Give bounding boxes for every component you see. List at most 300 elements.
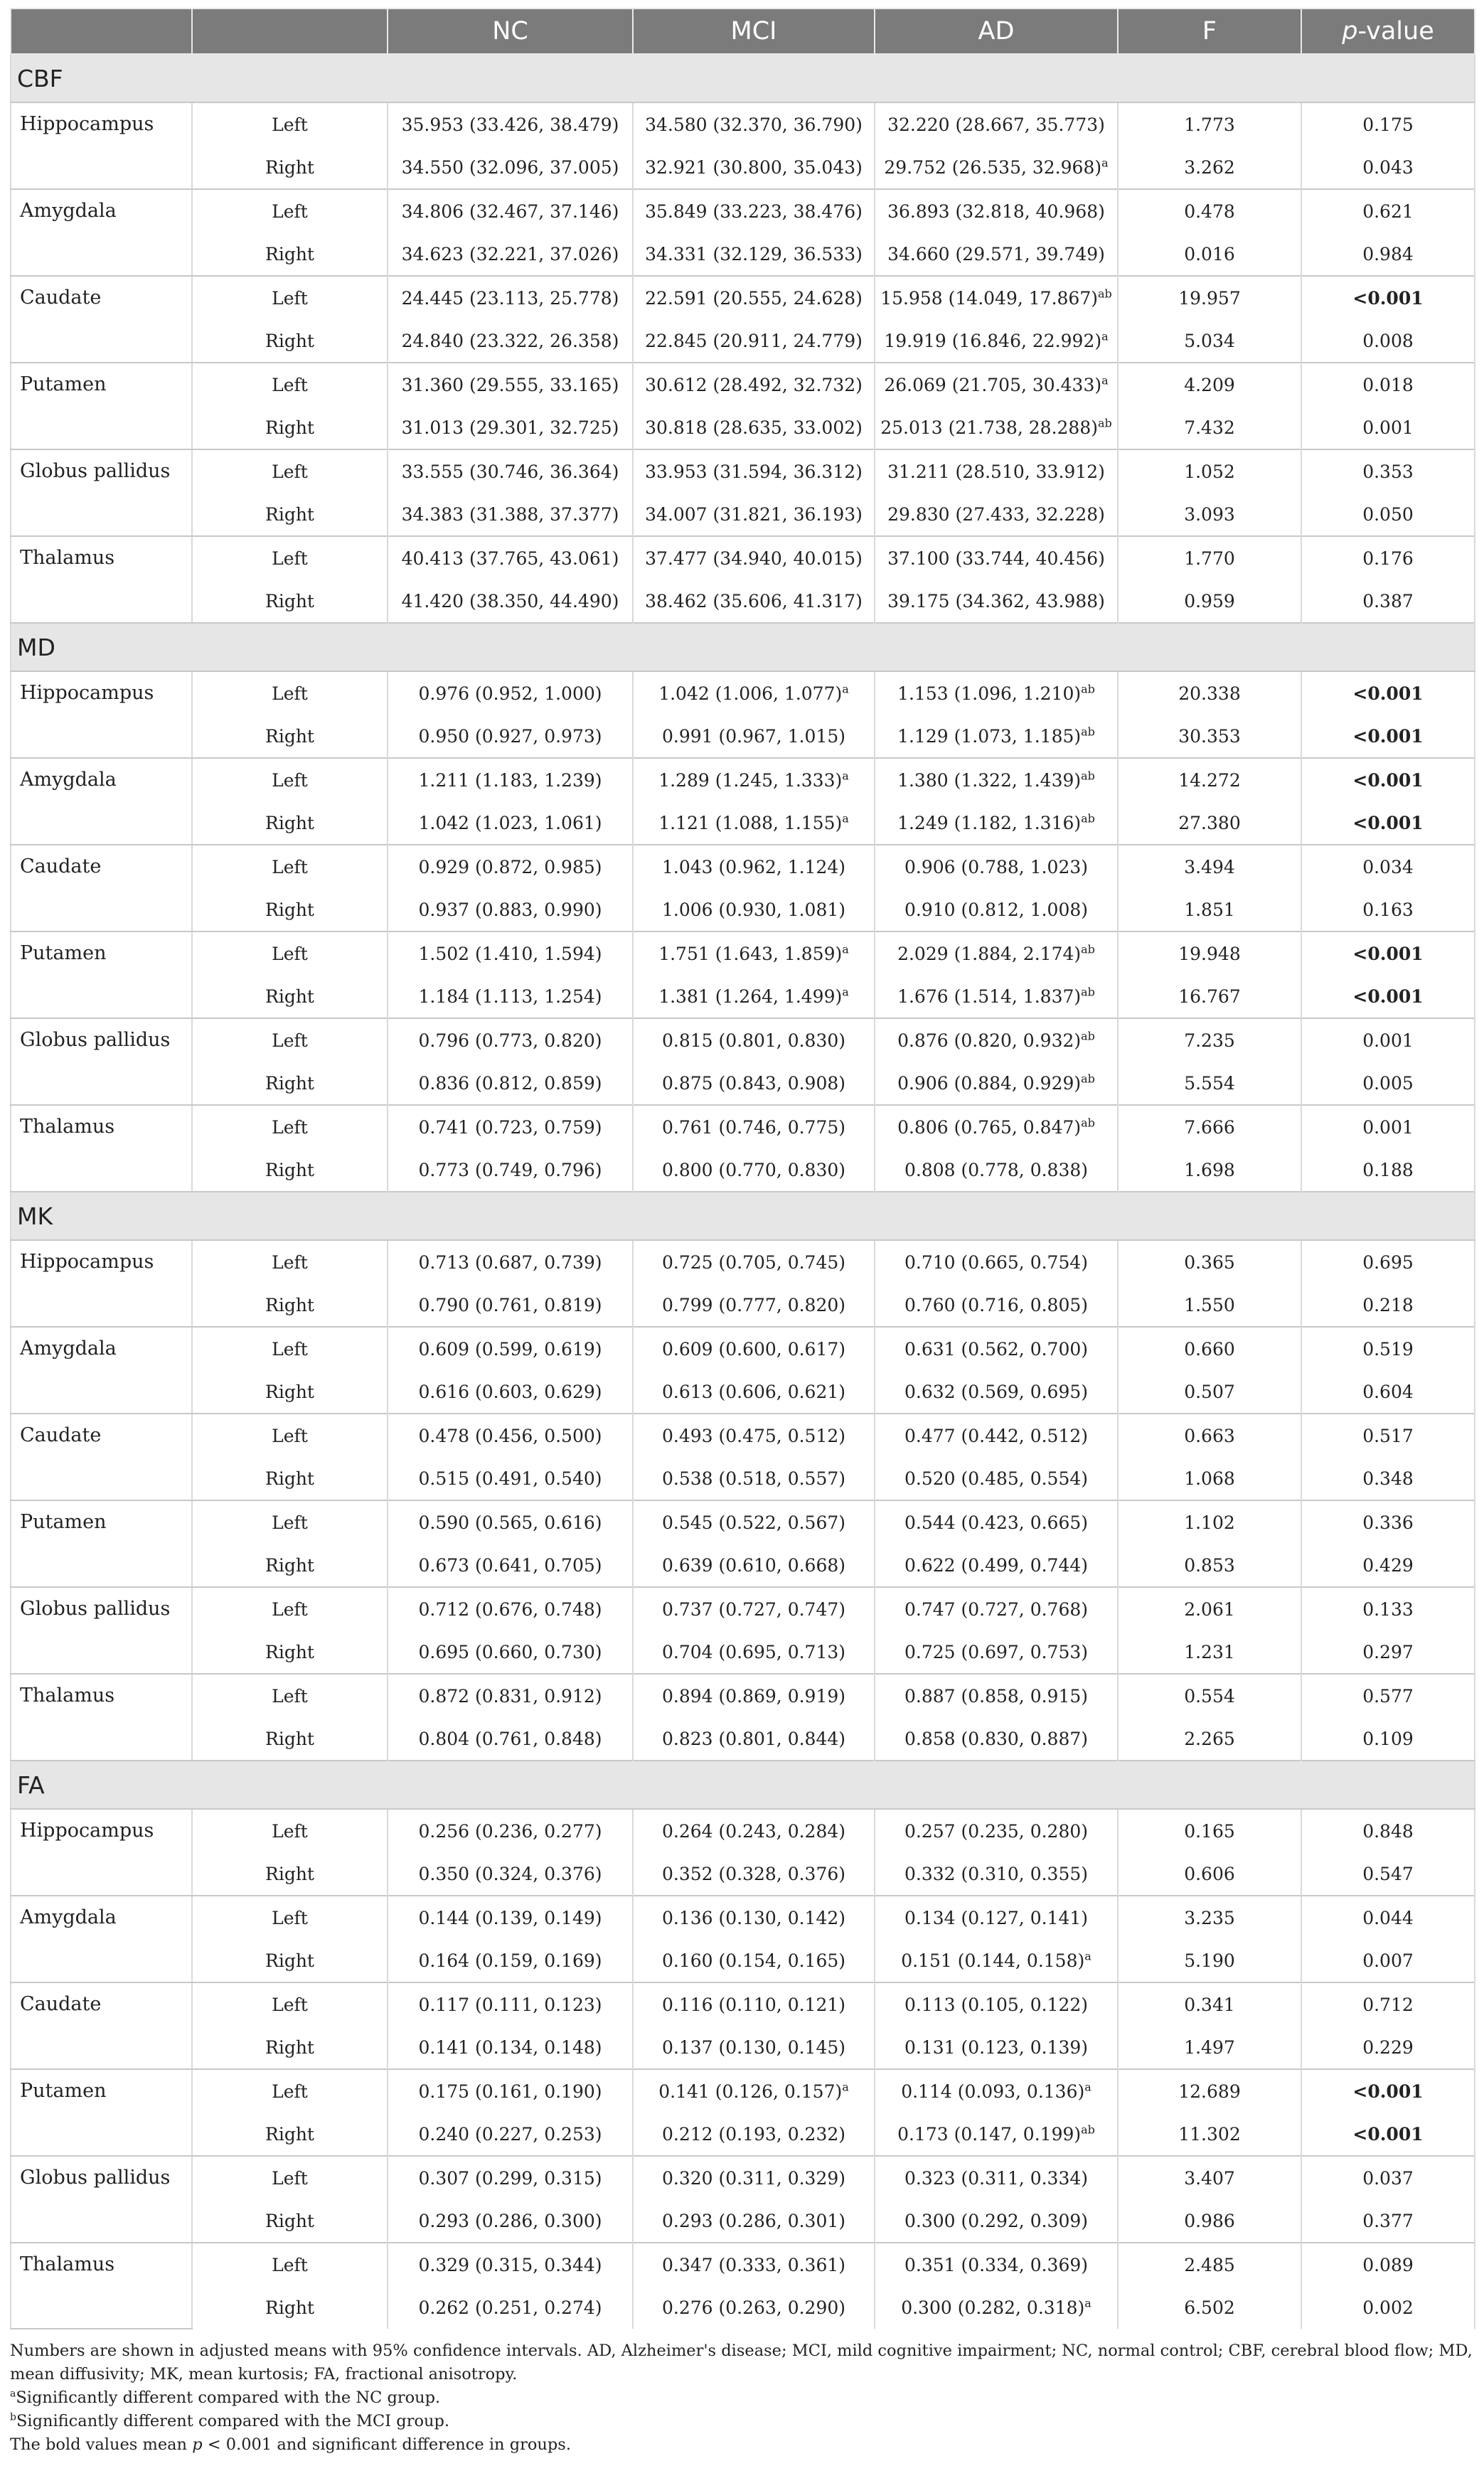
nc-cell: 0.141 (0.134, 0.148) [388,2026,633,2069]
side-cell: Right [192,801,388,845]
ad-cell [875,1457,1118,1500]
nc-cell: 0.262 (0.251, 0.274) [388,2286,633,2329]
ad-cell [875,801,1118,845]
side-cell: Left [192,931,388,975]
ad-value: 0.876 (0.820, 0.932) [897,1030,1082,1051]
ad-cell [875,1018,1118,1062]
mci-value: 0.212 (0.193, 0.232) [661,2123,846,2145]
region-label: Amygdala [11,189,192,276]
region-label: Putamen [11,1500,192,1587]
p-value-cell: 0.377 [1301,2199,1475,2243]
p-value-cell: 0.043 [1301,146,1475,189]
ad-value: 2.029 (1.884, 2.174) [897,943,1082,964]
mci-cell [633,1414,875,1457]
ad-cell [875,2026,1118,2069]
table-row [11,449,1475,493]
ad-value: 1.676 (1.514, 1.837) [897,986,1082,1007]
ad-value: 0.631 (0.562, 0.700) [904,1338,1089,1360]
mci-cell [633,1283,875,1327]
ad-cell [875,493,1118,536]
side-cell: Left [192,1240,388,1283]
p-value-cell: 0.008 [1301,319,1475,363]
section-row [11,54,1475,102]
nc-cell: 0.796 (0.773, 0.820) [388,1018,633,1062]
table-row [11,1852,1475,1896]
ad-cell [875,1674,1118,1717]
ad-value: 0.710 (0.665, 0.754) [904,1251,1089,1273]
nc-cell: 0.240 (0.227, 0.253) [388,2113,633,2156]
mci-value: 1.289 (1.245, 1.333) [658,769,843,791]
table-footnotes [10,2339,1474,2457]
mci-value: 1.006 (0.930, 1.081) [661,899,846,920]
footnote-bold-prefix: The bold values mean [10,2435,193,2454]
p-value-cell: 0.001 [1301,1105,1475,1148]
side-cell: Right [192,233,388,276]
region-label: Hippocampus [11,102,192,189]
side-cell: Right [192,888,388,931]
side-cell: Right [192,580,388,623]
ad-value: 37.100 (33.744, 40.456) [887,548,1105,569]
p-value-cell: <0.001 [1301,276,1475,319]
side-cell: Left [192,536,388,580]
f-cell: 0.478 [1118,189,1301,233]
table-row [11,671,1475,715]
mci-superscript: a [842,985,849,999]
nc-cell: 0.976 (0.952, 1.000) [388,671,633,715]
f-cell: 3.093 [1118,493,1301,536]
ad-superscript: ab [1081,682,1095,696]
mci-value: 32.921 (30.800, 35.043) [645,156,863,178]
ad-value: 29.830 (27.433, 32.228) [887,503,1105,525]
ad-cell [875,1105,1118,1148]
header-p-value [1301,9,1475,54]
ad-value: 0.332 (0.310, 0.355) [904,1863,1089,1884]
table-body [11,54,1475,2329]
mci-value: 0.613 (0.606, 0.621) [661,1381,846,1402]
mci-superscript: a [842,2080,849,2094]
p-value-cell: 0.229 [1301,2026,1475,2069]
p-value-cell: <0.001 [1301,715,1475,758]
table-row [11,1500,1475,1544]
ad-cell [875,2286,1118,2329]
ad-value: 0.747 (0.727, 0.768) [904,1598,1089,1620]
ad-cell [875,1370,1118,1414]
f-cell: 3.262 [1118,146,1301,189]
nc-cell: 0.695 (0.660, 0.730) [388,1630,633,1674]
section-title: MK [11,1192,1475,1240]
region-label: Globus pallidus [11,449,192,536]
ad-superscript: a [1084,2296,1091,2310]
side-cell: Right [192,1148,388,1192]
side-cell: Right [192,493,388,536]
mci-cell [633,536,875,580]
ad-cell [875,319,1118,363]
mci-cell [633,1148,875,1192]
nc-cell: 0.329 (0.315, 0.344) [388,2243,633,2286]
mci-value: 0.116 (0.110, 0.121) [661,1994,846,2015]
nc-cell: 40.413 (37.765, 43.061) [388,536,633,580]
region-label: Amygdala [11,1327,192,1414]
nc-cell: 34.383 (31.388, 37.377) [388,493,633,536]
f-cell: 1.770 [1118,536,1301,580]
ad-cell [875,715,1118,758]
mci-cell [633,189,875,233]
nc-cell: 0.175 (0.161, 0.190) [388,2069,633,2113]
ad-value: 15.958 (14.049, 17.867) [880,287,1098,309]
ad-cell [875,276,1118,319]
mci-value: 0.609 (0.600, 0.617) [661,1338,846,1360]
side-cell: Right [192,1544,388,1587]
mci-cell [633,1370,875,1414]
mci-cell [633,1717,875,1761]
table-row [11,2243,1475,2286]
p-value-cell: 0.050 [1301,493,1475,536]
region-label: Hippocampus [11,1809,192,1896]
ad-value: 1.153 (1.096, 1.210) [897,683,1082,704]
mci-value: 0.293 (0.286, 0.301) [661,2210,846,2231]
side-cell: Left [192,2069,388,2113]
p-value-cell: 0.519 [1301,1327,1475,1370]
table-row [11,2113,1475,2156]
footnote-b-mark: b [10,2411,16,2423]
nc-cell: 0.773 (0.749, 0.796) [388,1148,633,1192]
ad-superscript: a [1084,2080,1091,2094]
p-value-cell: 0.018 [1301,363,1475,406]
ad-value: 0.477 (0.442, 0.512) [904,1425,1089,1446]
table-row [11,580,1475,623]
ad-value: 0.910 (0.812, 1.008) [904,899,1089,920]
f-cell: 3.494 [1118,845,1301,888]
table-row [11,1457,1475,1500]
mci-cell [633,319,875,363]
ad-value: 0.725 (0.697, 0.753) [904,1641,1089,1662]
ad-cell [875,146,1118,189]
f-cell: 1.102 [1118,1500,1301,1544]
ad-value: 32.220 (28.667, 35.773) [887,114,1105,135]
mci-cell [633,1630,875,1674]
nc-cell: 0.609 (0.599, 0.619) [388,1327,633,1370]
f-cell: 30.353 [1118,715,1301,758]
f-cell: 1.698 [1118,1148,1301,1192]
mci-cell [633,2286,875,2329]
ad-cell [875,931,1118,975]
side-cell: Right [192,1457,388,1500]
nc-cell: 0.741 (0.723, 0.759) [388,1105,633,1148]
ad-value: 0.113 (0.105, 0.122) [904,1994,1089,2015]
region-label: Caudate [11,1414,192,1500]
p-value-cell: 0.163 [1301,888,1475,931]
table-row [11,2199,1475,2243]
f-cell: 0.554 [1118,1674,1301,1717]
ad-value: 0.323 (0.311, 0.334) [904,2167,1089,2189]
ad-superscript: ab [1081,985,1095,999]
footnote-b [10,2410,1474,2433]
ad-superscript: a [1084,1949,1091,1963]
mci-cell [633,580,875,623]
ad-cell [875,1414,1118,1457]
ad-cell [875,1982,1118,2026]
table-row [11,233,1475,276]
f-cell: 0.853 [1118,1544,1301,1587]
p-value-cell: 0.695 [1301,1240,1475,1283]
footnote-a [10,2386,1474,2410]
ad-value: 0.131 (0.123, 0.139) [904,2036,1089,2058]
section-title: CBF [11,54,1475,102]
ad-superscript: ab [1081,811,1095,826]
mci-value: 0.141 (0.126, 0.157) [658,2081,843,2102]
ad-cell [875,363,1118,406]
f-cell: 7.432 [1118,406,1301,449]
ad-value: 0.351 (0.334, 0.369) [904,2254,1089,2275]
header-nc: NC [388,9,633,54]
ad-cell [875,2156,1118,2199]
mci-value: 0.761 (0.746, 0.775) [661,1116,846,1138]
p-value-cell: 0.348 [1301,1457,1475,1500]
region-label: Putamen [11,931,192,1018]
ad-cell [875,888,1118,931]
footnote-bold-suffix: < 0.001 and significant difference in groups. [202,2435,571,2454]
table-row [11,276,1475,319]
p-value-cell: 0.604 [1301,1370,1475,1414]
table-row [11,1717,1475,1761]
f-cell: 11.302 [1118,2113,1301,2156]
region-label: Caudate [11,276,192,363]
mci-cell [633,2156,875,2199]
f-cell: 0.165 [1118,1809,1301,1852]
ad-value: 0.151 (0.144, 0.158) [901,1950,1085,1971]
side-cell: Left [192,1414,388,1457]
mci-value: 22.845 (20.911, 24.779) [645,330,863,351]
p-value-cell: 0.984 [1301,233,1475,276]
nc-cell: 33.555 (30.746, 36.364) [388,449,633,493]
side-cell: Left [192,1896,388,1939]
nc-cell: 0.929 (0.872, 0.985) [388,845,633,888]
ad-cell [875,233,1118,276]
p-value-cell: 0.089 [1301,2243,1475,2286]
footnote-a-mark: a [10,2388,16,2400]
f-cell: 19.948 [1118,931,1301,975]
ad-cell [875,536,1118,580]
mci-cell [633,1105,875,1148]
nc-cell: 24.840 (23.322, 26.358) [388,319,633,363]
table-row [11,931,1475,975]
section-row [11,1761,1475,1809]
side-cell: Right [192,715,388,758]
mci-cell [633,975,875,1018]
mci-value: 0.160 (0.154, 0.165) [661,1950,846,1971]
mci-value: 0.639 (0.610, 0.668) [661,1554,846,1576]
f-cell: 0.341 [1118,1982,1301,2026]
table-row [11,536,1475,580]
mci-value: 0.493 (0.475, 0.512) [661,1425,846,1446]
mci-cell [633,276,875,319]
side-cell: Right [192,2286,388,2329]
mci-cell [633,449,875,493]
mci-cell [633,1062,875,1105]
p-value-cell: 0.002 [1301,2286,1475,2329]
ad-cell [875,1852,1118,1896]
ad-cell [875,2243,1118,2286]
ad-cell [875,1717,1118,1761]
ad-cell [875,102,1118,146]
table-row [11,2156,1475,2199]
ad-superscript: ab [1081,2123,1095,2137]
p-value-cell: <0.001 [1301,975,1475,1018]
footnote-a-text: Significantly different compared with the NC group. [16,2388,441,2407]
mci-value: 0.137 (0.130, 0.145) [661,2036,846,2058]
side-cell: Left [192,189,388,233]
table-row [11,406,1475,449]
mci-cell [633,233,875,276]
p-value-cell: 0.007 [1301,1939,1475,1982]
side-cell: Left [192,1500,388,1544]
f-cell: 1.068 [1118,1457,1301,1500]
side-cell: Right [192,1283,388,1327]
nc-cell: 31.013 (29.301, 32.725) [388,406,633,449]
f-cell: 1.497 [1118,2026,1301,2069]
f-cell: 0.660 [1118,1327,1301,1370]
mci-superscript: a [842,942,849,956]
footnote-bold-p: p [192,2435,203,2454]
f-cell: 0.507 [1118,1370,1301,1414]
nc-cell: 24.445 (23.113, 25.778) [388,276,633,319]
nc-cell: 41.420 (38.350, 44.490) [388,580,633,623]
mci-superscript: a [842,682,849,696]
p-value-cell: 0.133 [1301,1587,1475,1630]
mci-superscript: a [842,811,849,826]
ad-cell [875,2069,1118,2113]
mci-value: 0.704 (0.695, 0.713) [661,1641,846,1662]
f-cell: 1.231 [1118,1630,1301,1674]
section-title: MD [11,623,1475,671]
ad-cell [875,1630,1118,1674]
table-row [11,493,1475,536]
ad-value: 1.380 (1.322, 1.439) [897,769,1082,791]
ad-cell [875,671,1118,715]
p-value-cell: 0.712 [1301,1982,1475,2026]
ad-value: 1.129 (1.073, 1.185) [897,725,1082,747]
results-table [10,8,1475,2329]
mci-cell [633,888,875,931]
f-cell: 3.235 [1118,1896,1301,1939]
ad-value: 0.300 (0.282, 0.318) [901,2297,1085,2318]
f-cell: 7.235 [1118,1018,1301,1062]
ad-superscript: ab [1081,725,1095,739]
ad-cell [875,449,1118,493]
nc-cell: 0.937 (0.883, 0.990) [388,888,633,931]
mci-value: 0.264 (0.243, 0.284) [661,1820,846,1842]
table-row [11,319,1475,363]
ad-cell [875,1062,1118,1105]
p-value-cell: 0.175 [1301,102,1475,146]
table-row [11,146,1475,189]
table-row [11,1062,1475,1105]
header-ad: AD [875,9,1118,54]
ad-cell [875,1896,1118,1939]
nc-cell: 0.478 (0.456, 0.500) [388,1414,633,1457]
f-cell: 5.034 [1118,319,1301,363]
side-cell: Left [192,845,388,888]
section-title: FA [11,1761,1475,1809]
side-cell: Right [192,1852,388,1896]
side-cell: Left [192,1327,388,1370]
mci-cell [633,1327,875,1370]
p-value-cell: 0.547 [1301,1852,1475,1896]
side-cell: Left [192,2243,388,2286]
mci-cell [633,715,875,758]
side-cell: Left [192,1587,388,1630]
table-row [11,1587,1475,1630]
p-value-cell: 0.429 [1301,1544,1475,1587]
mci-value: 0.823 (0.801, 0.844) [661,1728,846,1749]
table-row [11,801,1475,845]
side-cell: Left [192,276,388,319]
ad-value: 0.906 (0.788, 1.023) [904,856,1089,877]
ad-superscript: a [1101,329,1109,343]
table-row [11,975,1475,1018]
mci-cell [633,1587,875,1630]
mci-superscript: a [842,769,849,783]
mci-value: 0.991 (0.967, 1.015) [661,725,846,747]
ad-superscript: ab [1081,1072,1095,1086]
nc-cell: 0.590 (0.565, 0.616) [388,1500,633,1544]
table-row [11,1809,1475,1852]
p-value-cell: 0.109 [1301,1717,1475,1761]
table-row [11,2286,1475,2329]
mci-cell [633,1240,875,1283]
nc-cell: 1.184 (1.113, 1.254) [388,975,633,1018]
table-row [11,1148,1475,1192]
ad-value: 0.520 (0.485, 0.554) [904,1468,1089,1489]
ad-value: 19.919 (16.846, 22.992) [884,330,1102,351]
mci-cell [633,1457,875,1500]
nc-cell: 0.515 (0.491, 0.540) [388,1457,633,1500]
ad-value: 0.632 (0.569, 0.695) [904,1381,1089,1402]
header-blank-side [192,9,388,54]
nc-cell: 35.953 (33.426, 38.479) [388,102,633,146]
ad-cell [875,406,1118,449]
nc-cell: 0.872 (0.831, 0.912) [388,1674,633,1717]
table-row [11,1105,1475,1148]
f-cell: 0.365 [1118,1240,1301,1283]
f-cell: 1.052 [1118,449,1301,493]
side-cell: Right [192,2026,388,2069]
table-row [11,1283,1475,1327]
region-label: Thalamus [11,536,192,623]
ad-cell [875,975,1118,1018]
side-cell: Left [192,449,388,493]
ad-value: 0.760 (0.716, 0.805) [904,1294,1089,1315]
footnote-main: Numbers are shown in adjusted means with 95% confidence intervals. AD, Alzheimer's disease; MCI, mild cognitive impairment; NC, normal control; CBF, cerebral blood flow; MD, mean diffusivity; MK, mean kurtosis; FA, fractional anisotropy. [10,2342,1473,2383]
p-value-cell: 0.297 [1301,1630,1475,1674]
table-header [11,9,1475,54]
side-cell: Right [192,1717,388,1761]
nc-cell: 0.836 (0.812, 0.859) [388,1062,633,1105]
p-value-cell: 0.353 [1301,449,1475,493]
p-value-cell: <0.001 [1301,2113,1475,2156]
ad-superscript: ab [1098,416,1112,430]
f-cell: 0.663 [1118,1414,1301,1457]
ad-superscript: ab [1098,287,1112,301]
f-cell: 19.957 [1118,276,1301,319]
side-cell: Left [192,1809,388,1852]
nc-cell: 0.712 (0.676, 0.748) [388,1587,633,1630]
region-label: Caudate [11,845,192,931]
nc-cell: 34.550 (32.096, 37.005) [388,146,633,189]
mci-cell [633,1544,875,1587]
mci-cell [633,2113,875,2156]
ad-cell [875,1327,1118,1370]
